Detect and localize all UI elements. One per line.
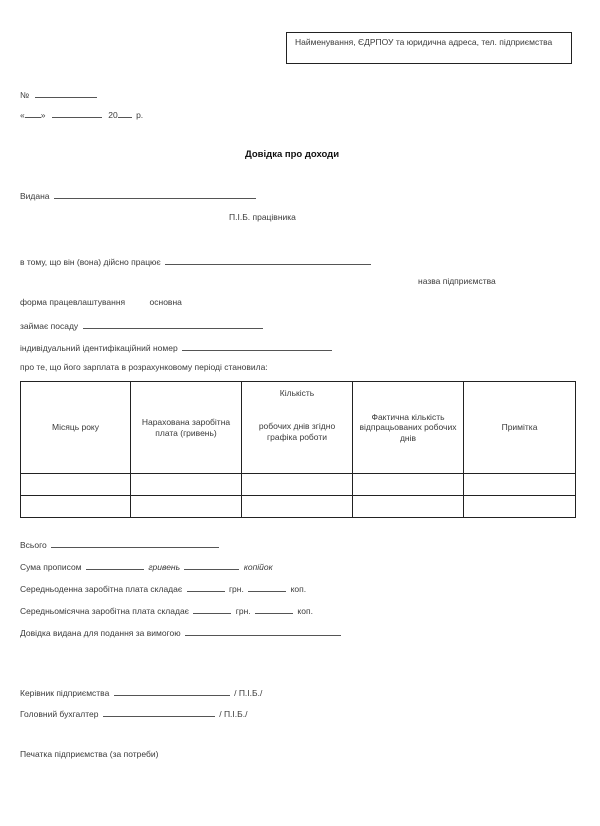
issued-for-label: Довідка видана для подання за вимогою: [20, 628, 181, 638]
table-cell[interactable]: [21, 474, 131, 496]
amount-in-words-line: [20, 560, 273, 572]
company-name-caption: назва підприємства: [418, 276, 496, 286]
position-field[interactable]: [83, 319, 263, 329]
table-cell[interactable]: [464, 496, 576, 518]
avg-daily-kop-label: коп.: [290, 584, 307, 594]
total-label: Всього: [20, 540, 47, 550]
table-cell[interactable]: [131, 474, 242, 496]
accountant-suffix: / П.І.Б./: [219, 709, 248, 719]
date-close-quote: »: [40, 110, 46, 120]
table-cell[interactable]: [242, 474, 353, 496]
header-accrued-salary: Нарахована заробітна плата (гривень): [131, 382, 242, 474]
table-cell[interactable]: [242, 496, 353, 518]
works-at-label: в тому, що він (вона) дійсно працює: [20, 257, 161, 267]
avg-daily-kop-field[interactable]: [248, 582, 286, 592]
avg-monthly-kop-field[interactable]: [255, 604, 293, 614]
number-label: №: [20, 90, 30, 100]
avg-monthly-uah-field[interactable]: [193, 604, 231, 614]
salary-intro: про те, що його зарплата в розрахунковому періоді становила:: [20, 362, 268, 372]
avg-daily-uah-field[interactable]: [187, 582, 225, 592]
director-line: [20, 686, 262, 698]
issued-to-line: [20, 189, 256, 201]
table-cell[interactable]: [353, 496, 464, 518]
avg-daily-line: [20, 582, 306, 594]
year-field[interactable]: [118, 108, 132, 118]
accountant-label: Головний бухгалтер: [20, 709, 99, 719]
stamp-label: Печатка підприємства (за потреби): [20, 749, 159, 759]
salary-table: [20, 381, 576, 518]
hryvnia-field[interactable]: [86, 560, 144, 570]
works-at-line: [20, 255, 371, 267]
header-month: Місяць року: [21, 382, 131, 474]
position-line: [20, 319, 263, 331]
avg-monthly-line: [20, 604, 313, 616]
employment-form-value: основна: [149, 297, 182, 307]
avg-daily-label: Середньоденна заробітна плата складає: [20, 584, 183, 594]
table-cell[interactable]: [131, 496, 242, 518]
kopecks-field[interactable]: [184, 560, 239, 570]
total-field[interactable]: [51, 538, 219, 548]
accountant-line: [20, 707, 247, 719]
total-line: [20, 538, 219, 550]
director-signature-field[interactable]: [114, 686, 230, 696]
date-open-quote: «: [20, 110, 25, 120]
table-row: [21, 496, 576, 518]
avg-daily-uah-label: грн.: [228, 584, 244, 594]
header-working-days-top: Кількість: [279, 388, 315, 398]
table-cell[interactable]: [353, 474, 464, 496]
position-label: займає посаду: [20, 321, 79, 331]
header-working-days-bottom: робочих днів згідно графіка роботи: [258, 421, 336, 442]
kopecks-label: копійок: [243, 562, 273, 572]
year-prefix: 20: [108, 110, 118, 120]
company-info-box: Найменування, ЄДРПОУ та юридична адреса, тел. підприємства: [286, 32, 572, 64]
tax-id-label: індивідуальний ідентифікаційний номер: [20, 343, 178, 353]
day-field[interactable]: [25, 108, 41, 118]
avg-monthly-kop-label: коп.: [297, 606, 313, 616]
accountant-signature-field[interactable]: [103, 707, 215, 717]
table-cell[interactable]: [21, 496, 131, 518]
document-number: [20, 88, 97, 100]
company-name-field[interactable]: [165, 255, 371, 265]
number-field[interactable]: [35, 88, 97, 98]
avg-monthly-label: Середньомісячна заробітна плата складає: [20, 606, 190, 616]
employee-name-caption: П.І.Б. працівника: [229, 212, 296, 222]
table-cell[interactable]: [464, 474, 576, 496]
header-working-days: [242, 382, 353, 474]
director-label: Керівник підприємства: [20, 688, 110, 698]
table-header-row: [21, 382, 576, 474]
tax-id-line: [20, 341, 332, 353]
document-date: [20, 108, 143, 120]
avg-monthly-uah-label: грн.: [235, 606, 251, 616]
amount-in-words-label: Сума прописом: [20, 562, 82, 572]
issued-to-label: Видана: [20, 191, 50, 201]
employee-name-field[interactable]: [54, 189, 256, 199]
header-note: Примітка: [464, 382, 576, 474]
issued-for-line: [20, 626, 341, 638]
hryvnia-label: гривень: [148, 562, 181, 572]
tax-id-field[interactable]: [182, 341, 332, 351]
table-row: [21, 474, 576, 496]
director-suffix: / П.І.Б./: [234, 688, 263, 698]
employment-form-line: [20, 297, 182, 307]
issued-for-field[interactable]: [185, 626, 341, 636]
employment-form-label: форма працевлаштування: [20, 297, 126, 307]
month-field[interactable]: [52, 108, 102, 118]
header-actual-days: Фактична кількість відпрацьованих робочих днів: [353, 382, 464, 474]
year-suffix: р.: [136, 110, 144, 120]
page-title: Довідка про доходи: [245, 149, 340, 160]
